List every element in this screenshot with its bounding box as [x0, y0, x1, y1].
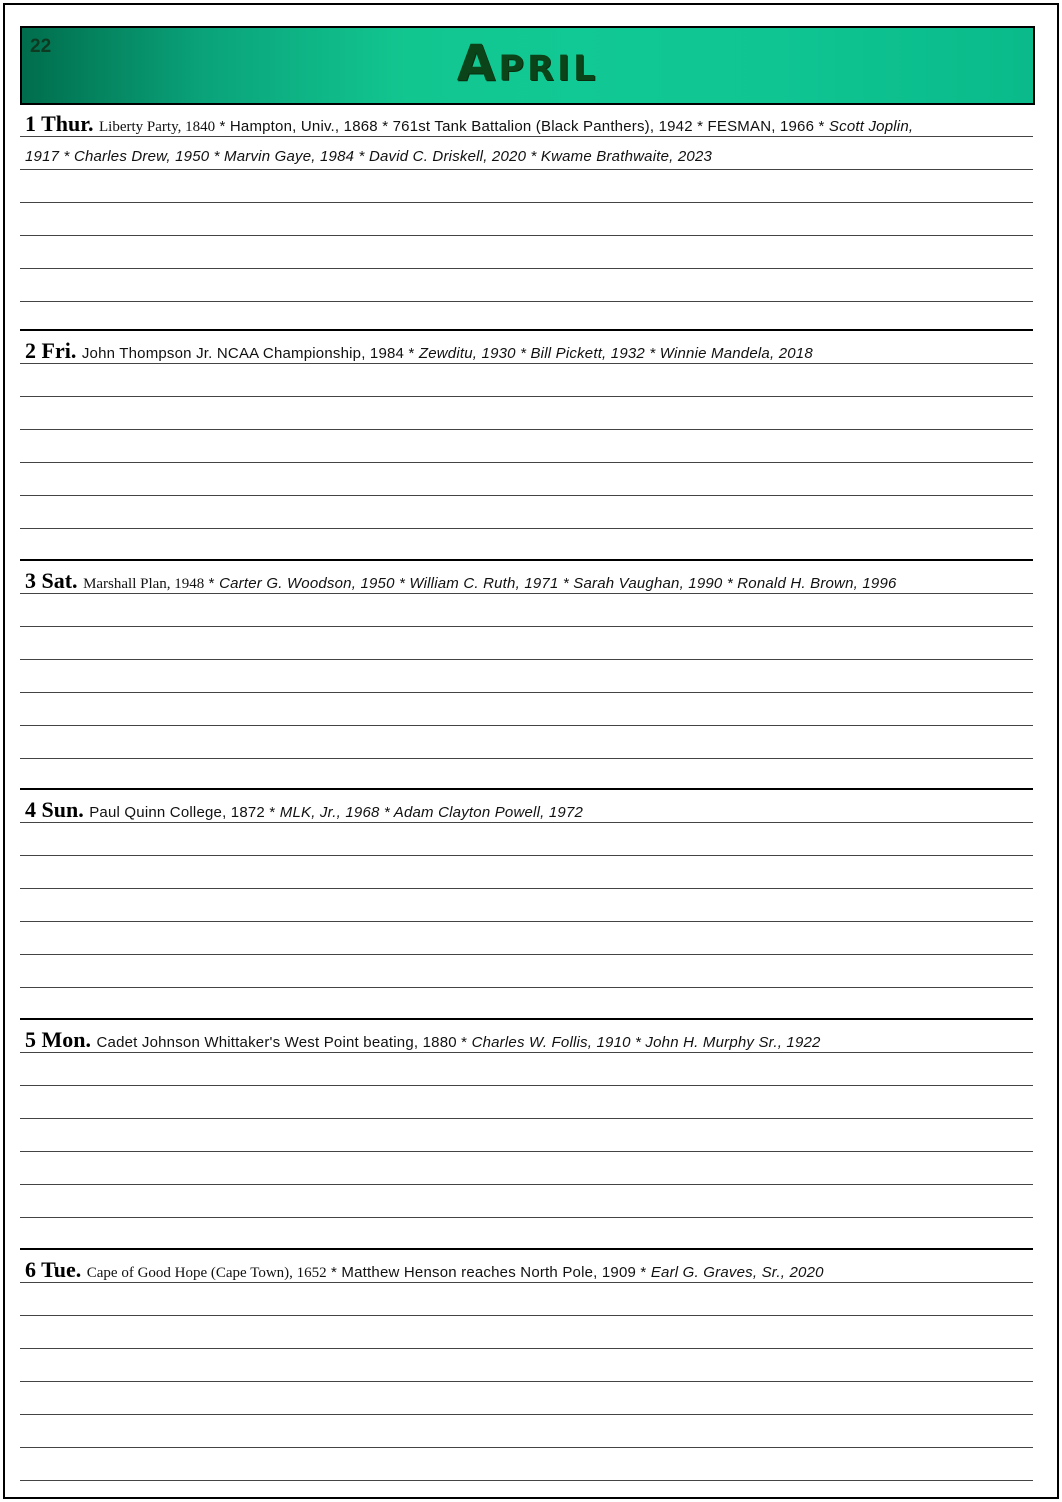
day-label: 3 Sat.	[25, 568, 84, 593]
day-entry	[20, 790, 1033, 988]
writing-line	[20, 594, 1033, 627]
writing-line	[20, 856, 1033, 889]
event-text: Marshall Plan, 1948	[83, 576, 205, 592]
event-text: Paul Quinn College, 1872 *	[89, 804, 280, 821]
event-text: Zewditu, 1930 * Bill Pickett, 1932 * Winnie Mandela, 2018	[418, 345, 813, 362]
day-entry	[20, 1250, 1033, 1481]
writing-line	[20, 726, 1033, 759]
writing-line	[20, 397, 1033, 430]
writing-line	[20, 1053, 1033, 1086]
event-text: Cape of Good Hope (Cape Town), 1652	[86, 1265, 327, 1281]
writing-line	[20, 203, 1033, 236]
writing-line	[20, 496, 1033, 529]
day-label: 2 Fri.	[25, 338, 82, 363]
writing-line	[20, 1152, 1033, 1185]
day-heading	[20, 561, 1033, 594]
event-text: * Hampton, Univ., 1868 * 761st Tank Battalion (Black Panthers), 1942 * FESMAN, 1966 *	[215, 118, 829, 135]
day-heading	[20, 331, 1033, 364]
day-entry	[20, 1020, 1033, 1218]
day-heading	[20, 790, 1033, 823]
page-number: 22	[30, 36, 52, 57]
event-text: Charles W. Follis, 1910 * John H. Murphy Sr., 1922	[471, 1034, 821, 1051]
event-text: *	[204, 575, 220, 592]
writing-line	[20, 364, 1033, 397]
writing-line	[20, 1316, 1033, 1349]
event-text: Cadet Johnson Whittaker's West Point beating, 1880 *	[96, 1034, 472, 1051]
day-entry	[20, 331, 1033, 529]
writing-line	[20, 1382, 1033, 1415]
writing-line	[20, 1283, 1033, 1316]
writing-line	[20, 269, 1033, 302]
event-text: Carter G. Woodson, 1950 * William C. Ruth, 1971 * Sarah Vaughan, 1990 * Ronald H. Brown, 1996	[219, 575, 897, 592]
writing-line	[20, 823, 1033, 856]
writing-line	[20, 1185, 1033, 1218]
writing-line	[20, 660, 1033, 693]
event-text: MLK, Jr., 1968 * Adam Clayton Powell, 1972	[279, 804, 584, 821]
day-entry	[20, 561, 1033, 759]
writing-line	[20, 627, 1033, 660]
writing-line	[20, 463, 1033, 496]
writing-line	[20, 889, 1033, 922]
writing-line	[20, 236, 1033, 269]
day-heading	[20, 1250, 1033, 1283]
event-text: 1917 * Charles Drew, 1950 * Marvin Gaye, 1984 * David C. Driskell, 2020 * Kwame Brathwaite, 2023	[25, 148, 713, 165]
day-heading	[20, 1020, 1033, 1053]
writing-line	[20, 1119, 1033, 1152]
writing-line	[20, 1349, 1033, 1382]
day-label: 6 Tue.	[25, 1257, 87, 1282]
event-text: Liberty Party, 1840	[99, 119, 216, 135]
month-header	[20, 26, 1035, 105]
event-text: Scott Joplin,	[828, 118, 914, 135]
event-text: Earl G. Graves, Sr., 2020	[650, 1264, 824, 1281]
writing-line	[20, 1415, 1033, 1448]
day-label: 1 Thur.	[25, 111, 99, 136]
month-title: April	[456, 34, 599, 92]
writing-line	[20, 170, 1033, 203]
writing-line	[20, 922, 1033, 955]
writing-line	[20, 693, 1033, 726]
day-label: 4 Sun.	[25, 797, 90, 822]
day-label: 5 Mon.	[25, 1027, 97, 1052]
writing-line	[20, 1448, 1033, 1481]
day-heading	[20, 104, 1033, 137]
day-heading-continued	[20, 137, 1033, 170]
writing-line	[20, 1086, 1033, 1119]
event-text: * Matthew Henson reaches North Pole, 1909 *	[326, 1264, 651, 1281]
event-text: John Thompson Jr. NCAA Championship, 1984 *	[81, 345, 419, 362]
writing-line	[20, 955, 1033, 988]
writing-line	[20, 430, 1033, 463]
day-entry	[20, 104, 1033, 302]
